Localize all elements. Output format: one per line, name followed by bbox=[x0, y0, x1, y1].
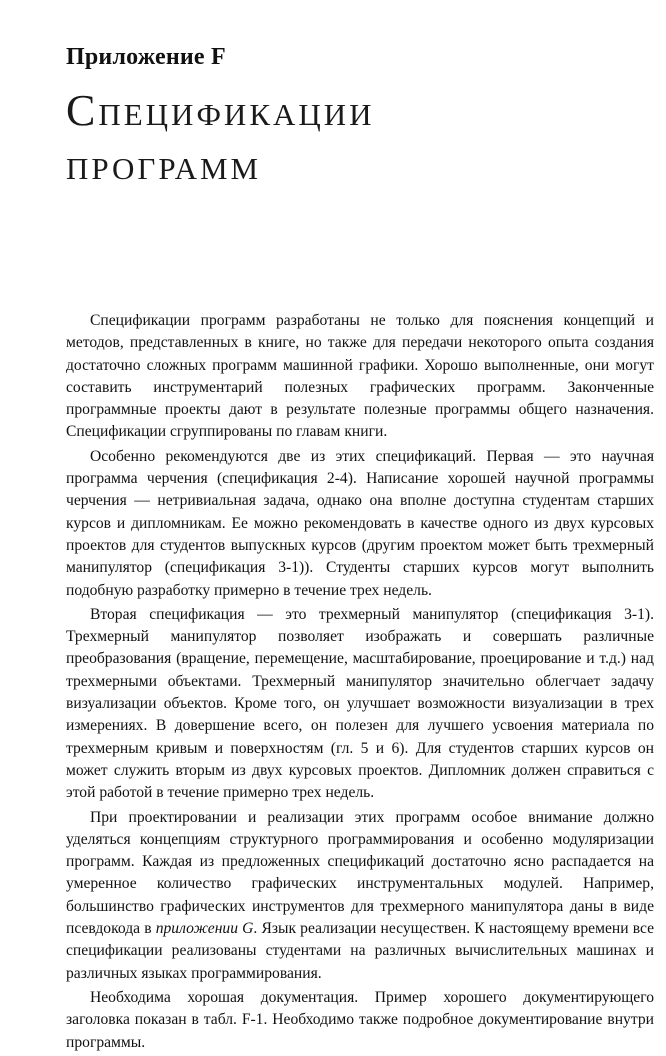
chapter-title-line-2: программ bbox=[66, 140, 262, 189]
paragraph-5: Необходима хорошая документация. Пример хорошего документирующего заголовка показан в табл. F-1. Необходимо также подробное документирование внутри программы. bbox=[66, 988, 654, 1051]
chapter-title-line-1: Спецификации bbox=[66, 86, 375, 135]
paragraph-1: Спецификации программ разработаны не только для пояснения концепций и методов, представленных в книге, но также для передачи некоторого опыта создания достаточно сложных программ машинной графики. Хорошо выполненные, они могут составить инструментарий полезных графических программ. Законченные программные проекты дают в результате полезные программы общего назначения. Спецификации сгруппированы по главам книги. bbox=[66, 312, 654, 441]
chapter-title bbox=[66, 84, 375, 192]
paragraph-4 bbox=[66, 807, 654, 985]
appendix-label: Приложение F bbox=[66, 44, 226, 70]
paragraph-3: Вторая спецификация — это трехмерный манипулятор (спецификация 3-1). Трехмерный манипулятор позволяет изображать и совершать различные преобразования (вращение, перемещение, масштабирование, проецирование и т.д.) над трехмерными объектами. Трехмерный манипулятор значительно облегчает задачу визуализации объектов. Кроме того, он улучшает возможности визуализации в трех измерениях. В довершение всего, он полезен для лучшего усвоения материала по трехмерным кривым и поверхностям (гл. 5 и 6). Для студентов старших курсов он может служить вторым из двух курсовых проектов. Дипломник должен справиться с этой работой в течение примерно трех недель. bbox=[66, 605, 654, 802]
paragraph-2: Особенно рекомендуются две из этих спецификаций. Первая — это научная программа черчения (спецификация 2-4). Написание хорошей научной программы черчения — нетривиальная задача, однако она вполне доступна студентам старших курсов и дипломникам. Ее можно рекомендовать в качестве одного из двух курсовых проектов для студентов выпускных курсов (другим проектом может быть трехмерный манипулятор (спецификация 3-1)). Студенты старших курсов могут выполнить подобную разработку примерно в течение трех недель. bbox=[66, 447, 654, 599]
body-text bbox=[66, 310, 654, 1056]
paragraph-4-end: . Язык реализации несуществен. К настоящему времени все спецификации реализованы студентами на различных вычислительных машинах и различных языках программирования. bbox=[66, 920, 654, 982]
paragraph-4-start: При проектировании и реализации этих программ особое внимание должно уделяться концепциям структурного программирования и особенно модуляризации программ. Каждая из предложенных спецификаций достаточно ясно распадается на умеренное количество графических инструментальных модулей. Например, большинство графических инструментов для трехмерного манипулятора даны в виде псевдокода в bbox=[66, 808, 654, 938]
appendix-reference: приложении G bbox=[155, 920, 254, 938]
